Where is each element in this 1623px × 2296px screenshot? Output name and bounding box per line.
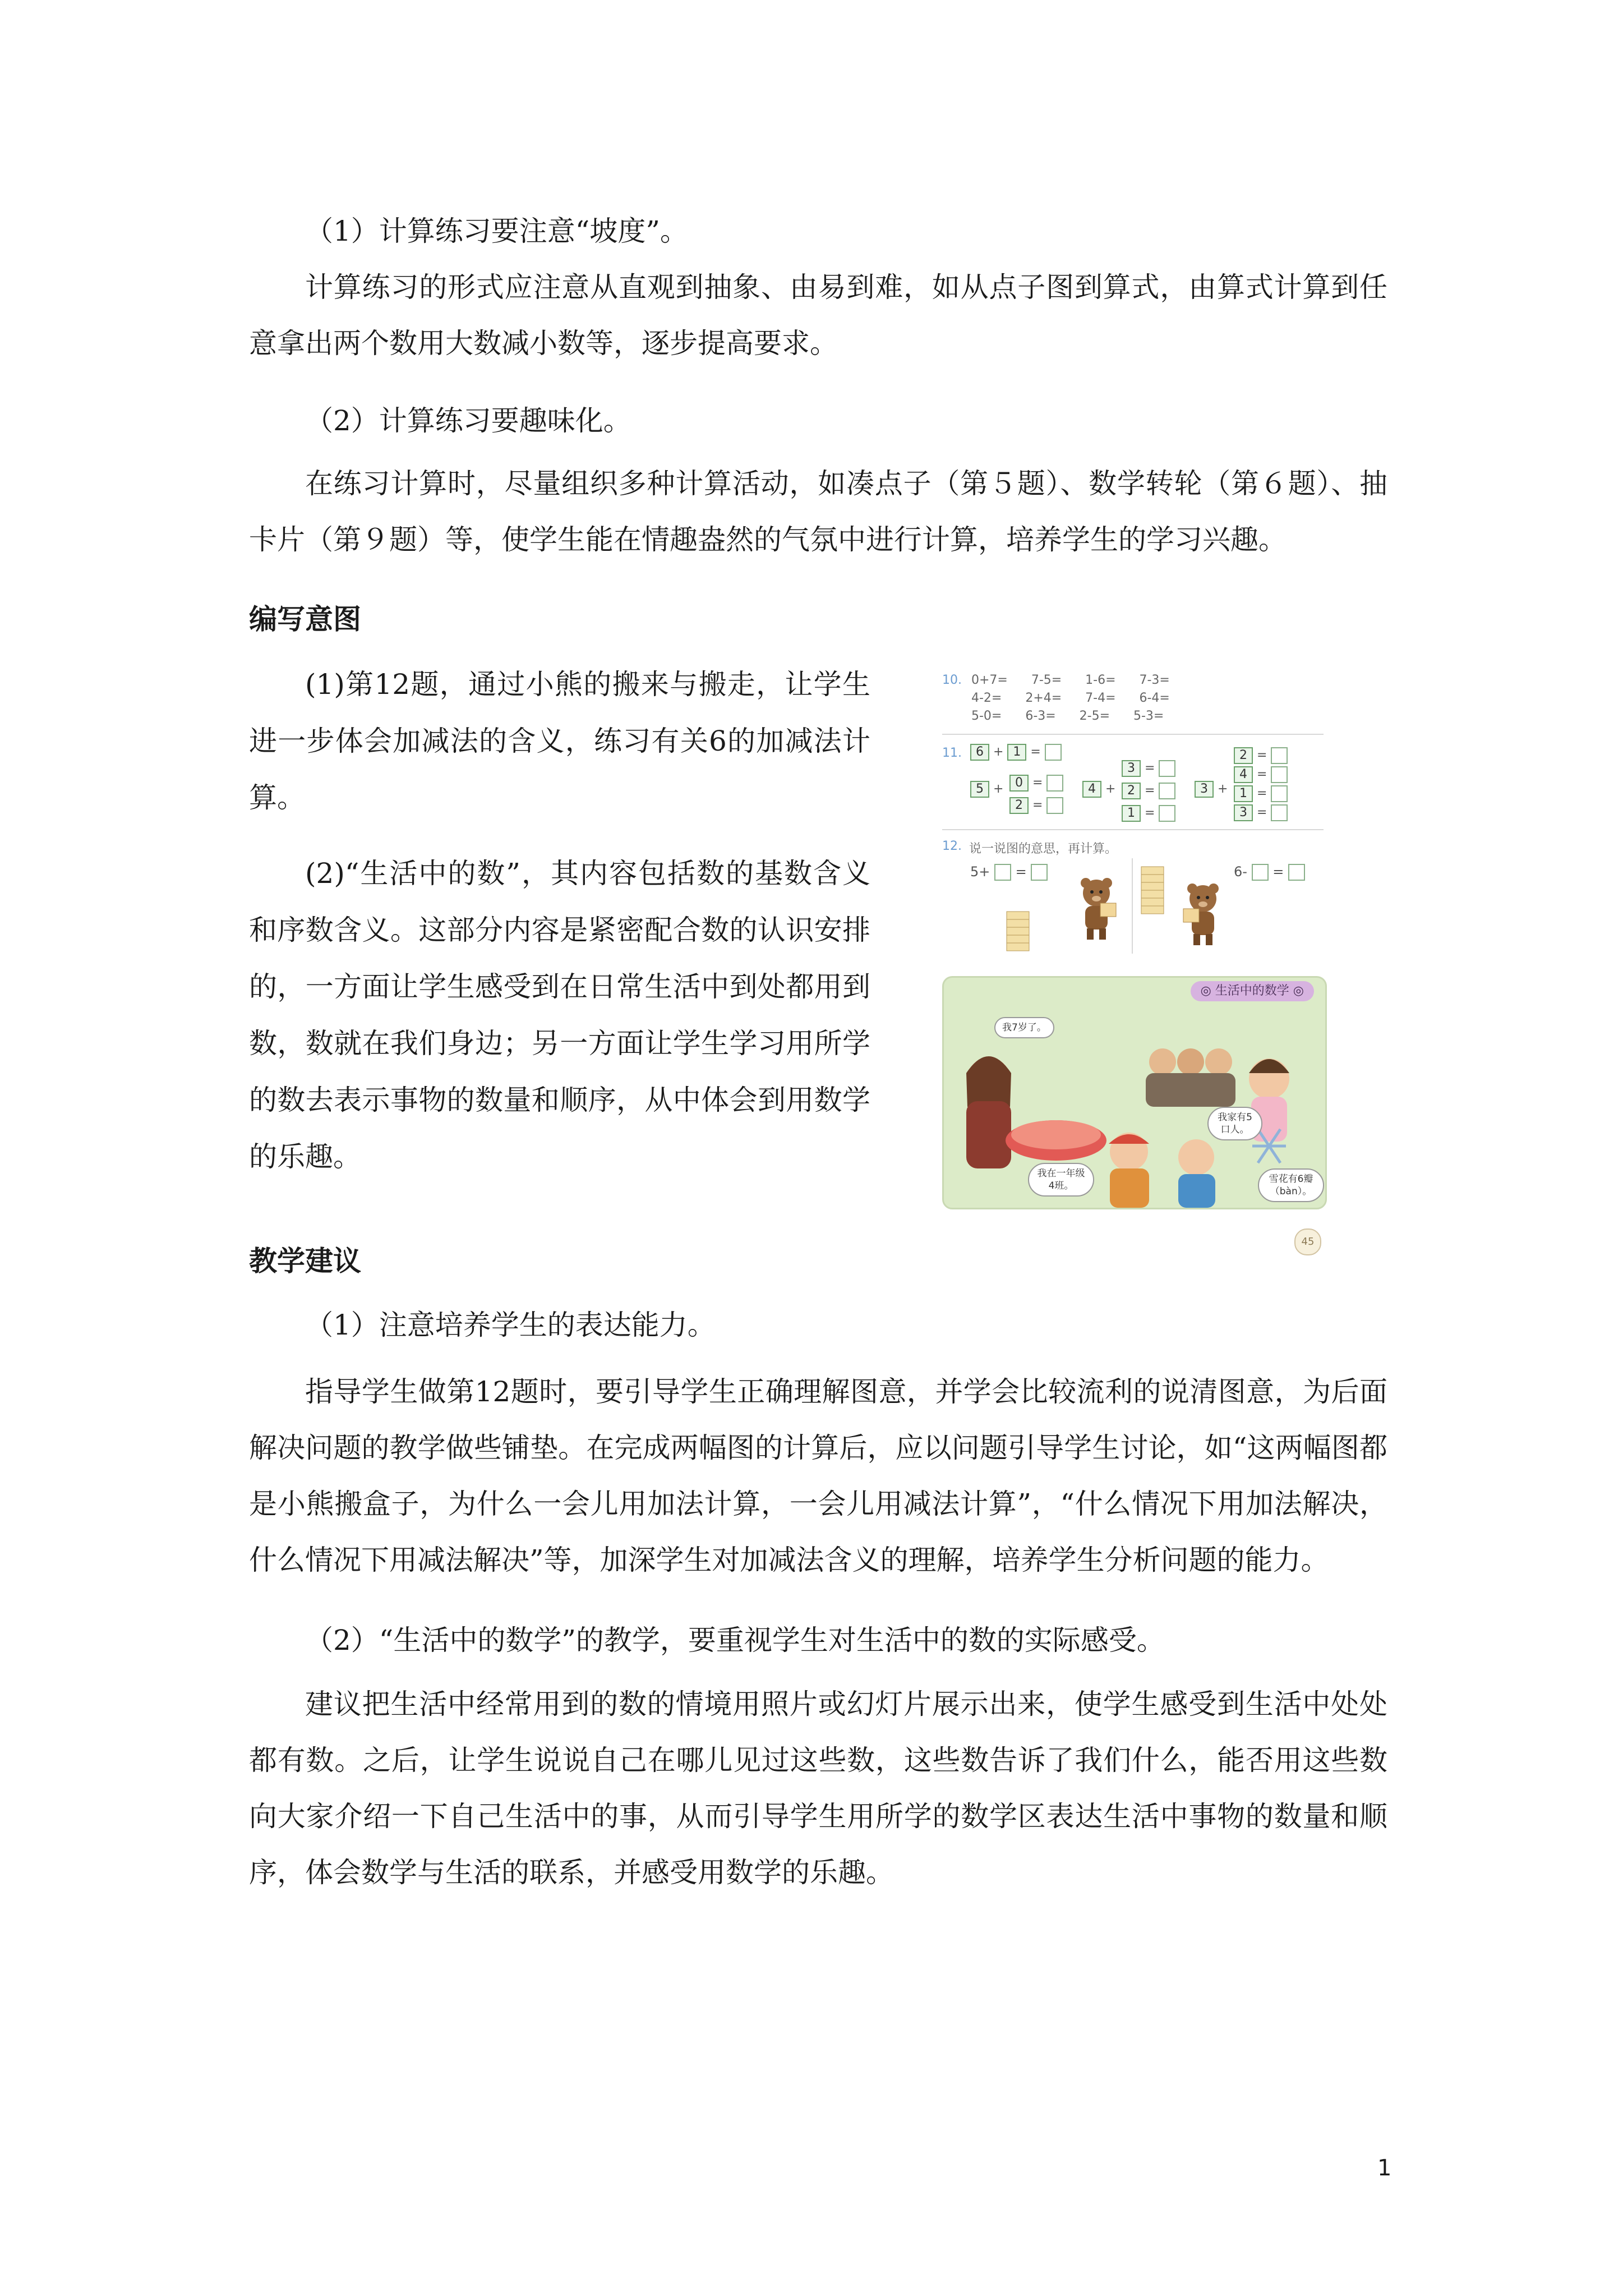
question-12-number: 12. <box>942 839 962 853</box>
question-12-left: 5+ = <box>970 864 1048 881</box>
question-11-number: 11. <box>942 746 962 760</box>
subheading-life-math: （2）“生活中的数学”的教学，要重视学生对生活中的数的实际感受。 <box>305 1624 1165 1657</box>
paragraph-guidance: 指导学生做第12题时，要引导学生正确理解图意，并学会比较流利的说清图意，为后面解决问题的教学做些铺垫。在完成两幅图的计算后，应以问题引导学生讨论，如“这两幅图都是小熊搬盒子，为什么一会儿用加法计算，一会儿用减法计算”，“什么情况下用加法解决，什么情况下用减法解决”等，加深学生对加减法含义的理解，培养学生分析问题的能力。 <box>249 1375 1387 1576</box>
subheading-fun: （2）计算练习要趣味化。 <box>305 404 631 437</box>
question-10-row: 4-2= 2+4= 7-4= 6-4= <box>971 691 1170 705</box>
figure-divider <box>942 734 1324 735</box>
question-11-group: 3 + <box>1195 781 1228 798</box>
number-box: 2 <box>1122 783 1141 799</box>
speech-bubble: 我7岁了。 <box>994 1017 1054 1038</box>
paragraph-suggestion: 建议把生活中经常用到的数的情境用照片或幻灯片展示出来，使学生感受到生活中处处都有数。之后，让学生说说自己在哪儿见过这些数，这些数告诉了我们什么，能否用这些数向大家介绍一下自己生活中的事，从而引导学生用所学的数学区表达生活中事物的数量和顺序，体会数学与生活的联系，并感受用数学的乐趣。 <box>249 1688 1387 1889</box>
answer-box <box>1046 797 1063 814</box>
figure-divider <box>942 829 1324 830</box>
question-10-row: 5-0= 6-3= 2-5= 5-3= <box>971 709 1164 723</box>
answer-box <box>1252 864 1269 881</box>
number-box: 4 <box>1234 766 1253 783</box>
life-math-scene <box>942 976 1327 1209</box>
paragraph-intent-2: (2)“生活中的数”，其内容包括数的基数含义和序数含义。这部分内容是紧密配合数的认识安排的，一方面让学生感受到在日常生活中到处都用到数，数就在我们身边；另一方面让学生学习用所学的数去表示事物的数量和顺序，从中体会到用数学的乐趣。 <box>249 857 870 1173</box>
question-10-number: 10. <box>942 673 962 687</box>
heading-advice: 教学建议 <box>249 1245 361 1277</box>
answer-box <box>1271 804 1288 821</box>
textbook-figure <box>942 662 1324 1257</box>
expression-label: 5+ <box>970 864 990 880</box>
answer-box <box>1271 747 1288 764</box>
number-box: 3 <box>1122 760 1141 777</box>
answer-box <box>1159 783 1175 799</box>
figure-divider <box>1132 858 1133 954</box>
number-box: 1 <box>1007 744 1026 761</box>
bear-carrying-icon <box>1066 875 1127 942</box>
answer-box <box>1045 744 1062 761</box>
subheading-slope: （1）计算练习要注意“坡度”。 <box>305 215 688 247</box>
number-box: 1 <box>1122 805 1141 822</box>
number-box: 2 <box>1234 747 1253 764</box>
expression-label: 6- <box>1234 864 1247 880</box>
question-11-group: 3 = 2 = 1 = <box>1122 757 1175 825</box>
answer-box <box>1159 760 1175 777</box>
paragraph-practice-form: 计算练习的形式应注意从直观到抽象、由易到难，如从点子图到算式，由算式计算到任意拿出两个数用大数减小数等，逐步提高要求。 <box>249 271 1387 360</box>
answer-box <box>1271 766 1288 783</box>
number-box: 6 <box>970 744 989 761</box>
box-stack-icon <box>1004 909 1032 959</box>
answer-box <box>1159 805 1175 822</box>
speech-bubble: 雪花有6瓣（bàn）。 <box>1258 1168 1324 1202</box>
answer-box <box>1031 864 1048 881</box>
page-number: 1 <box>1377 2155 1392 2181</box>
scene-title: ◎ 生活中的数学 ◎ <box>1191 981 1314 1001</box>
number-box: 4 <box>1082 781 1101 798</box>
question-11-group: 5 + <box>970 781 1003 798</box>
box-stack-icon <box>1138 864 1166 926</box>
number-box: 0 <box>1009 775 1029 792</box>
speech-bubble: 我在一年级4班。 <box>1028 1163 1094 1197</box>
number-box: 3 <box>1195 781 1214 798</box>
bear-carrying-icon <box>1172 881 1234 948</box>
question-10-row: 0+7= 7-5= 1-6= 7-3= <box>971 673 1170 687</box>
number-box: 1 <box>1234 785 1253 802</box>
number-box: 5 <box>970 781 989 798</box>
answer-box <box>1271 785 1288 802</box>
subheading-expression: （1）注意培养学生的表达能力。 <box>305 1309 716 1341</box>
question-11-group: 0 = 2 = <box>1009 772 1063 817</box>
number-box: 3 <box>1234 804 1253 821</box>
paragraph-intent-1: (1)第12题，通过小熊的搬来与搬走，让学生进一步体会加减法的含义，练习有关6的加减法计算。 <box>249 668 870 814</box>
question-12-right: 6- = <box>1234 864 1305 881</box>
textbook-page-number: 45 <box>1294 1228 1321 1255</box>
question-11-group: 2 = 4 = 1 = 3 = <box>1234 746 1288 822</box>
answer-box <box>994 864 1011 881</box>
speech-bubble: 我家有5口人。 <box>1207 1107 1262 1140</box>
number-box: 2 <box>1009 797 1029 814</box>
answer-box <box>1288 864 1305 881</box>
question-11-group: 6 + 1 = <box>970 744 1062 761</box>
question-11-group: 4 + <box>1082 781 1115 798</box>
question-12-prompt: 说一说图的意思，再计算。 <box>969 842 1118 856</box>
answer-box <box>1046 775 1063 792</box>
paragraph-practice-activities: 在练习计算时，尽量组织多种计算活动，如凑点子（第５题）、数学转轮（第６题）、抽卡片（第９题）等，使学生能在情趣盎然的气氛中进行计算，培养学生的学习兴趣。 <box>249 467 1387 556</box>
heading-intent: 编写意图 <box>249 603 361 636</box>
